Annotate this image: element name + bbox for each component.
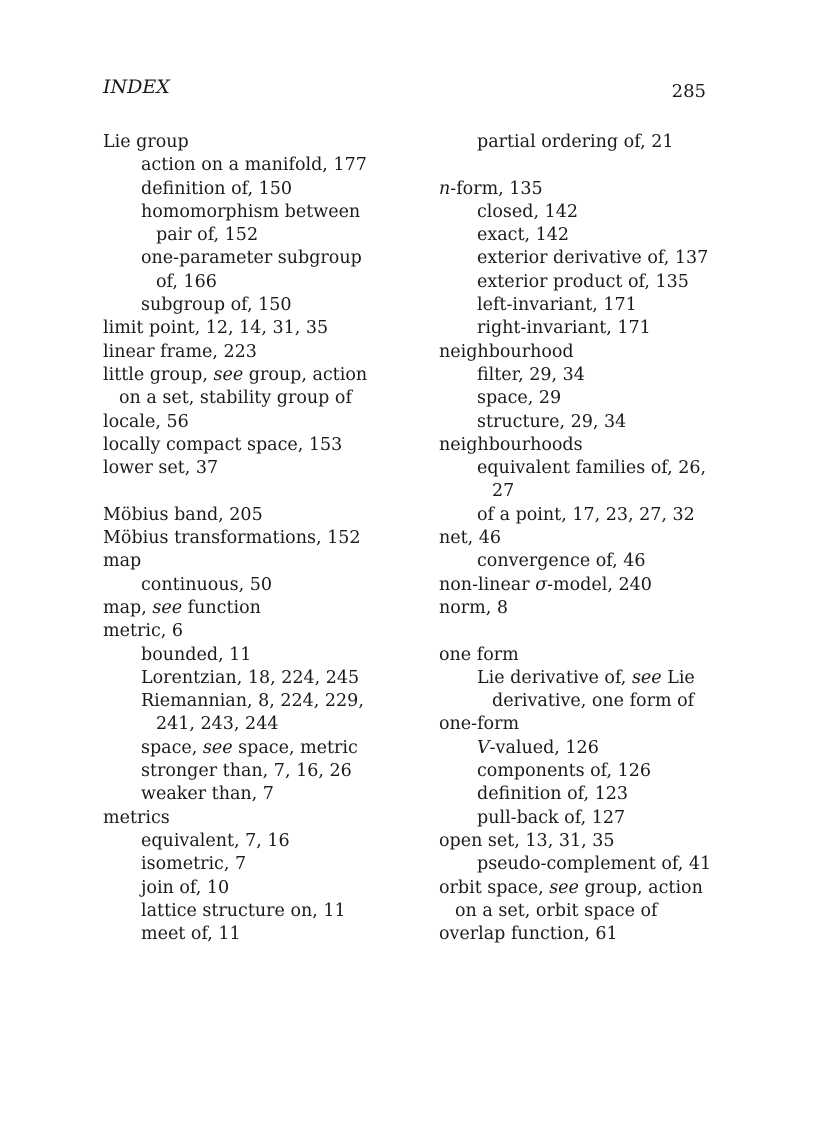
index-subentry: subgroup of, 150 — [141, 295, 292, 316]
index-entry: net, 46 — [439, 528, 502, 549]
index-subentry: exterior derivative of, 137 — [477, 248, 709, 269]
index-letter-gap — [439, 620, 739, 643]
index-subentry: equivalent families of, 26, — [477, 458, 707, 479]
index-entry: Möbius transformations, 152 — [103, 528, 361, 549]
index-subentry: continuous, 50 — [141, 574, 272, 595]
index-entry: lower set, 37 — [103, 458, 219, 479]
index-subentry: equivalent, 7, 16 — [141, 830, 290, 851]
page-number: 285 — [671, 81, 706, 102]
index-subentry: stronger than, 7, 16, 26 — [141, 761, 352, 782]
index-subentry: structure, 29, 34 — [477, 411, 627, 432]
index-subentry: derivative, one form of — [492, 691, 695, 712]
index-subentry: space, 29 — [477, 388, 562, 409]
index-entry: neighbourhood — [439, 341, 574, 362]
index-entry: one form — [439, 644, 519, 665]
index-letter-gap — [103, 480, 403, 503]
index-entry: n-form, 135 — [439, 178, 543, 199]
index-subentry: left-invariant, 171 — [477, 295, 637, 316]
index-column-right — [439, 131, 739, 946]
index-subentry: space, see space, metric — [141, 737, 358, 758]
index-subentry: pseudo-complement of, 41 — [477, 854, 712, 875]
index-subentry: pair of, 152 — [156, 225, 259, 246]
index-entry: one-form — [439, 714, 520, 735]
index-subentry: partial ordering of, 21 — [477, 132, 674, 152]
index-entry: metric, 6 — [103, 621, 184, 642]
index-subentry: components of, 126 — [477, 761, 652, 782]
index-subentry: homomorphism between — [141, 201, 361, 222]
index-subentry: Riemannian, 8, 224, 229, — [141, 691, 364, 712]
index-subentry: exact, 142 — [477, 225, 570, 246]
index-entry: metrics — [103, 807, 170, 828]
index-entry: locale, 56 — [103, 411, 189, 432]
index-entry: orbit space, see group, action — [439, 877, 703, 898]
index-subentry: 27 — [492, 481, 515, 502]
running-head: INDEX — [103, 76, 170, 98]
index-subentry: on a set, orbit space of — [455, 900, 658, 921]
index-entry: map — [103, 551, 142, 572]
index-subentry: 241, 243, 244 — [156, 714, 279, 735]
index-subentry: bounded, 11 — [141, 644, 252, 665]
index-subentry: lattice structure on, 11 — [141, 900, 346, 921]
index-entry: Lie group — [103, 132, 189, 152]
index-subentry: pull-back of, 127 — [477, 807, 626, 828]
index-subentry: meet of, 11 — [141, 924, 241, 945]
index-subentry: weaker than, 7 — [141, 784, 274, 805]
index-entry: locally compact space, 153 — [103, 434, 343, 455]
index-subentry: join of, 10 — [141, 877, 230, 898]
index-subentry: action on a manifold, 177 — [141, 155, 367, 176]
index-subentry: Lorentzian, 18, 224, 245 — [141, 667, 360, 688]
index-entry: open set, 13, 31, 35 — [439, 830, 615, 851]
index-subentry: on a set, stability group of — [119, 388, 352, 409]
index-subentry: V-valued, 126 — [477, 737, 599, 758]
index-subentry: exterior product of, 135 — [477, 271, 689, 292]
index-entry: neighbourhoods — [439, 434, 583, 455]
index-entry: linear frame, 223 — [103, 341, 257, 362]
index-entry: Möbius band, 205 — [103, 504, 263, 525]
index-entry: non-linear σ-model, 240 — [439, 574, 652, 595]
index-entry: norm, 8 — [439, 597, 509, 618]
index-column-left — [103, 131, 403, 946]
index-subentry: right-invariant, 171 — [477, 318, 651, 339]
index-subentry: convergence of, 46 — [477, 551, 646, 572]
index-entry: limit point, 12, 14, 31, 35 — [103, 318, 329, 339]
index-subentry: definition of, 123 — [477, 784, 629, 805]
index-subentry: closed, 142 — [477, 201, 579, 222]
index-subentry: of a point, 17, 23, 27, 32 — [477, 504, 695, 525]
page-header — [103, 76, 706, 104]
index-subentry: isometric, 7 — [141, 854, 247, 875]
index-letter-gap — [439, 154, 739, 177]
index-entry: overlap function, 61 — [439, 924, 618, 945]
index-subentry: definition of, 150 — [141, 178, 293, 199]
index-entry: little group, see group, action — [103, 364, 368, 385]
index-subentry: of, 166 — [156, 271, 217, 292]
index-entry: map, see function — [103, 597, 261, 618]
index-subentry: filter, 29, 34 — [477, 364, 585, 385]
index-subentry: one-parameter subgroup — [141, 248, 362, 269]
index-subentry: Lie derivative of, see Lie — [477, 667, 695, 688]
